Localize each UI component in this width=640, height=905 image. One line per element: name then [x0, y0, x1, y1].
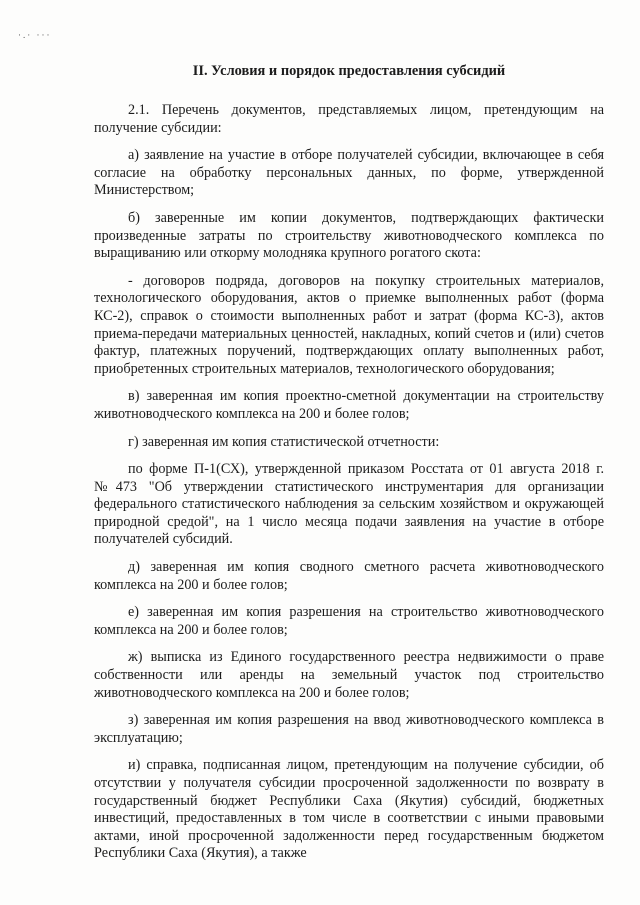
item-e: е) заверенная им копия разрешения на строительство животноводческого комплекса на 200 и более голов; — [94, 604, 604, 638]
item-v: в) заверенная им копия проектно-сметной документации на строительству животноводческого комплекса на 200 и более голов; — [94, 388, 604, 422]
section-title: II. Условия и порядок предоставления субсидий — [192, 63, 506, 79]
scan-corner-mark: ·.· ··· — [18, 30, 52, 40]
item-g-form: по форме П-1(СХ), утвержденной приказом Росстата от 01 августа 2018 г. №473 "Об утверждении статистического инструментария для организации федерального статистического наблюдения за сельским хозяйством и окружающей природной средой", на 1 число месяца подачи заявления на участие в отборе получателей субсидий. — [94, 461, 604, 548]
item-a: а) заявление на участие в отборе получателей субсидии, включающее в себя согласие на обработку персональных данных, по форме, утвержденной Министерством; — [94, 147, 604, 199]
item-i: и) справка, подписанная лицом, претендующим на получение субсидии, об отсутствии у получателя субсидии просроченной задолженности по возврату в государственный бюджет Республики Саха (Якутия) субсидий, бюджетных инвестиций, предоставленных в том числе в соответствии с иными правовыми актами, иной просроченной задолженности перед государственным бюджетом Республики Саха (Якутия), а также — [94, 757, 604, 862]
item-d: д) заверенная им копия сводного сметного расчета животноводческого комплекса на 200 и более голов; — [94, 559, 604, 593]
item-b: б) заверенные им копии документов, подтверждающих фактически произведенные затраты по строительству животноводческого комплекса по выращиванию или откорму молодняка крупного рогатого скота: — [94, 209, 604, 262]
item-zh: ж) выписка из Единого государственного реестра недвижимости о праве собственности или аренды на земельный участок под строительство животноводческого комплекса на 200 и более голов; — [94, 649, 604, 701]
item-z: з) заверенная им копия разрешения на ввод животноводческого комплекса в эксплуатацию; — [94, 712, 604, 746]
document-body — [94, 62, 604, 873]
item-b-list: - договоров подряда, договоров на покупку строительных материалов, технологического оборудования, актов о приемке выполненных работ (форма КС-2), справок о стоимости выполненных работ и затрат (форма КС-3), актов приема-передачи материальных ценностей, накладных, копий счетов и (или) счетов фактур, платежных поручений, подтверждающих оплату выполненных работ, приобретенных строительных материалов, технологического оборудования; — [94, 272, 604, 377]
paragraph-2-1: 2.1. Перечень документов, представляемых лицом, претендующим на получение субсидии: — [94, 102, 604, 136]
item-g: г) заверенная им копия статистической отчетности: — [128, 433, 440, 450]
